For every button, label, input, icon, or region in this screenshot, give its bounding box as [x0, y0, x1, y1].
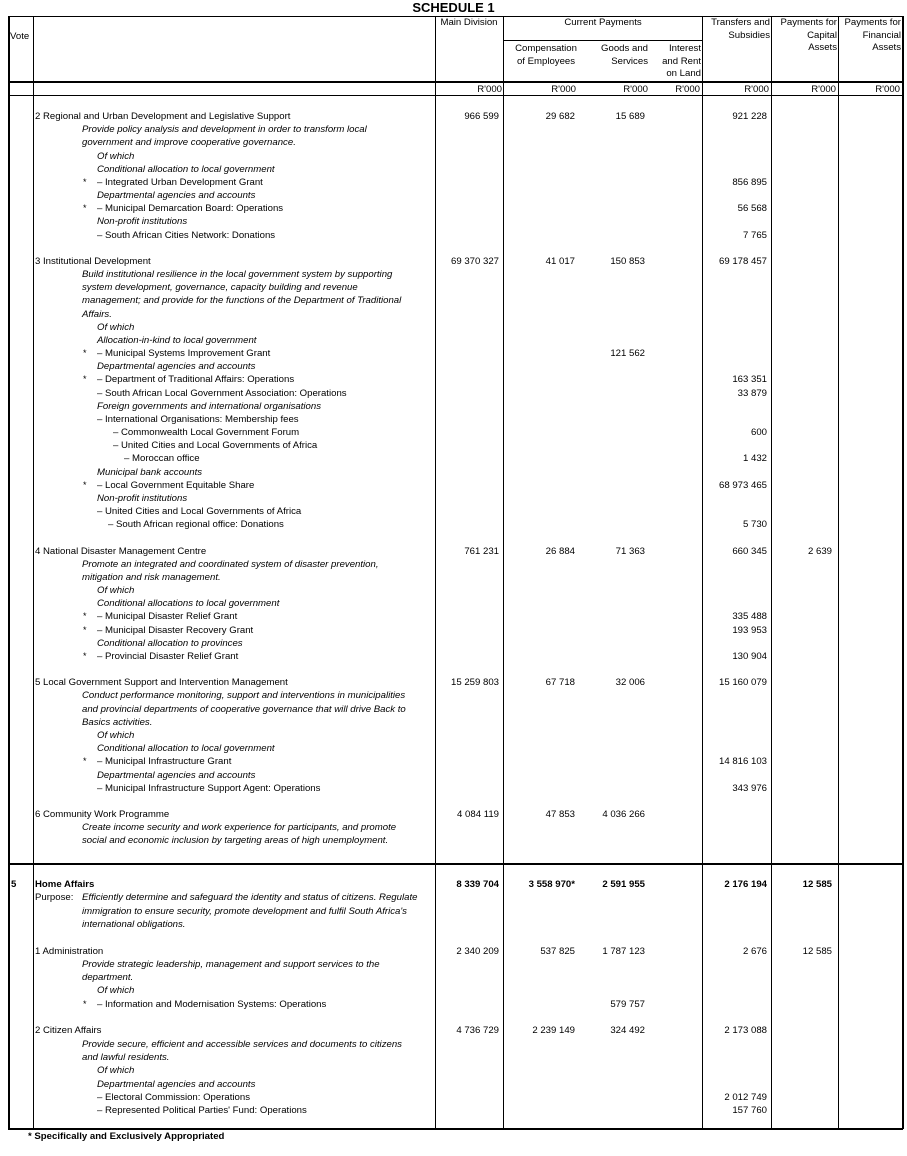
- line-item-text: mitigation and risk management.: [82, 571, 221, 583]
- line-item-text: Municipal bank accounts: [97, 466, 203, 478]
- line-item-text: Efficiently determine and safeguard the identity and status of citizens. Regulate: [82, 892, 418, 904]
- appropriated-marker: *: [83, 479, 87, 490]
- line-item-text: social and economic inclusion by targeting areas of high unemployment.: [82, 835, 389, 847]
- appropriated-marker: *: [83, 611, 87, 622]
- amount-transfers: 163 351: [732, 374, 767, 386]
- amount-goods: 4 036 266: [602, 809, 645, 820]
- col-line: [33, 16, 34, 1129]
- line-item-text: system development, governance, capacity building and revenue: [82, 282, 358, 294]
- line-item-text: Of which: [97, 1065, 135, 1077]
- line-item-text: Foreign governments and international organisations: [97, 400, 321, 412]
- amount-main: 8 339 704: [456, 879, 499, 890]
- header-financial-assets: Payments for Financial Assets: [844, 17, 901, 53]
- amount-transfers: 7 765: [742, 229, 767, 241]
- line-item-text: Departmental agencies and accounts: [97, 769, 256, 781]
- line-item-text: – Commonwealth Local Government Forum: [113, 427, 300, 439]
- header-compensation: Compensation of Employees: [515, 43, 577, 67]
- amount-transfers: 14 816 103: [718, 756, 767, 768]
- line-item-text: government and improve cooperative governance.: [82, 137, 296, 149]
- programme-title: 2 Citizen Affairs: [35, 1025, 102, 1037]
- unit-label: R'000: [744, 84, 769, 95]
- line-item-text: Non-profit institutions: [97, 216, 188, 228]
- col-line: [902, 16, 904, 1129]
- amount-transfers: 69 178 457: [718, 255, 767, 267]
- programme-title: Home Affairs: [35, 879, 95, 890]
- amount-comp: 537 825: [540, 945, 575, 957]
- line-item-text: – United Cities and Local Governments of Africa: [97, 506, 302, 518]
- line-item-text: Allocation-in-kind to local government: [97, 334, 257, 346]
- line-item-text: – Local Government Equitable Share: [97, 479, 255, 491]
- amount-transfers: 335 488: [732, 611, 767, 623]
- amount-capital: 12 585: [802, 879, 832, 890]
- programme-title: 3 Institutional Development: [35, 255, 151, 267]
- amount-transfers: 1 432: [742, 453, 767, 465]
- rule-vote-separator: [8, 863, 903, 865]
- header-goods-services: Goods and Services: [601, 43, 648, 67]
- line-item-text: – Municipal Infrastructure Grant: [97, 756, 232, 768]
- appropriated-marker: *: [83, 176, 87, 187]
- line-item-text: Provide secure, efficient and accessible services and documents to citizens: [82, 1038, 402, 1050]
- footnote: * Specifically and Exclusively Appropriated: [28, 1131, 225, 1142]
- programme-title: 2 Regional and Urban Development and Legislative Support: [35, 111, 291, 122]
- rule-top: [8, 16, 903, 17]
- amount-transfers: 921 228: [732, 111, 767, 122]
- amount-transfers: 343 976: [732, 782, 767, 794]
- amount-transfers: 15 160 079: [718, 677, 767, 689]
- amount-goods: 32 006: [615, 677, 645, 689]
- line-item-text: – Municipal Disaster Recovery Grant: [97, 624, 254, 636]
- header-transfers-subsidies: Transfers and Subsidies: [711, 17, 770, 41]
- line-item-text: department.: [82, 972, 134, 984]
- unit-label: R'000: [623, 84, 648, 95]
- line-item-text: – Electoral Commission: Operations: [97, 1091, 251, 1103]
- col-line: [838, 16, 839, 1129]
- col-line: [771, 16, 772, 1129]
- line-item-text: – Municipal Disaster Relief Grant: [97, 611, 238, 623]
- line-item-text: – South African Cities Network: Donations: [97, 229, 276, 241]
- unit-label: R'000: [675, 84, 700, 95]
- line-item-text: – Municipal Systems Improvement Grant: [97, 348, 271, 360]
- amount-goods: 15 689: [615, 111, 645, 122]
- amount-main: 4 736 729: [456, 1025, 499, 1037]
- amount-comp: 47 853: [545, 809, 575, 820]
- appropriated-marker: *: [83, 998, 87, 1009]
- line-item-text: Conditional allocations to local government: [97, 598, 280, 610]
- line-item-text: Conduct performance monitoring, support and interventions in municipalities: [82, 690, 406, 702]
- rule-unit-bottom: [8, 95, 903, 96]
- amount-main: 761 231: [464, 545, 499, 557]
- amount-goods: 579 757: [610, 998, 645, 1010]
- programme-title: 6 Community Work Programme: [35, 809, 170, 820]
- appropriated-marker: *: [83, 203, 87, 214]
- amount-comp: 2 239 149: [532, 1025, 575, 1037]
- line-item-text: Conditional allocation to provinces: [97, 637, 243, 649]
- amount-capital: 2 639: [807, 545, 832, 557]
- header-vote: Vote: [10, 31, 30, 42]
- amount-transfers: 193 953: [732, 624, 767, 636]
- amount-transfers: 157 760: [732, 1105, 767, 1117]
- line-item-text: Departmental agencies and accounts: [97, 1078, 256, 1090]
- page-title: SCHEDULE 1: [412, 0, 495, 15]
- amount-comp: 3 558 970*: [528, 879, 575, 890]
- line-item-text: Conditional allocation to local government: [97, 743, 275, 755]
- purpose-label: Purpose:: [35, 892, 74, 904]
- line-item-text: – Municipal Demarcation Board: Operations: [97, 203, 284, 215]
- amount-transfers: 68 973 465: [718, 479, 767, 491]
- line-item-text: Affairs.: [82, 308, 112, 320]
- line-item-text: Of which: [97, 150, 135, 162]
- amount-goods: 121 562: [610, 348, 645, 360]
- amount-main: 15 259 803: [450, 677, 499, 689]
- line-item-text: – Represented Political Parties' Fund: Operations: [97, 1105, 307, 1117]
- line-item-text: Of which: [97, 585, 135, 597]
- amount-goods: 150 853: [610, 255, 645, 267]
- programme-title: 5 Local Government Support and Intervention Management: [35, 677, 288, 689]
- header-main-division: Main Division: [440, 17, 498, 28]
- line-item-text: Build institutional resilience in the local government system by supporting: [82, 269, 393, 281]
- amount-main: 966 599: [464, 111, 499, 122]
- amount-comp: 41 017: [545, 255, 575, 267]
- line-item-text: – Moroccan office: [124, 453, 200, 465]
- appropriated-marker: *: [83, 374, 87, 385]
- appropriated-marker: *: [83, 650, 87, 661]
- line-item-text: – Information and Modernisation Systems: Operations: [97, 998, 327, 1010]
- line-item-text: Create income security and work experience for participants, and promote: [82, 822, 397, 834]
- amount-comp: 67 718: [545, 677, 575, 689]
- header-current-payments: Current Payments: [564, 17, 642, 28]
- amount-goods: 324 492: [610, 1025, 645, 1037]
- amount-goods: 2 591 955: [602, 879, 645, 890]
- header-interest-rent: Interest and Rent on Land: [662, 43, 701, 79]
- amount-comp: 29 682: [545, 111, 575, 122]
- line-item-text: Non-profit institutions: [97, 492, 188, 504]
- amount-transfers: 5 730: [742, 519, 767, 531]
- amount-main: 69 370 327: [450, 255, 499, 267]
- appropriated-marker: *: [83, 756, 87, 767]
- line-item-text: – International Organisations: Membership fees: [97, 413, 299, 425]
- line-item-text: – South African Local Government Association: Operations: [97, 387, 347, 399]
- header-capital-assets: Payments for Capital Assets: [780, 17, 837, 53]
- amount-transfers: 2 176 194: [724, 879, 767, 890]
- line-item-text: Departmental agencies and accounts: [97, 190, 256, 202]
- unit-label: R'000: [811, 84, 836, 95]
- line-item-text: Promote an integrated and coordinated system of disaster prevention,: [82, 558, 379, 570]
- line-item-text: Provide strategic leadership, management and support services to the: [82, 958, 380, 970]
- amount-transfers: 130 904: [732, 650, 767, 662]
- line-item-text: – Integrated Urban Development Grant: [97, 176, 263, 188]
- amount-transfers: 33 879: [737, 387, 767, 399]
- rule-current-payments: [504, 40, 702, 41]
- vote-number: 5: [11, 879, 17, 890]
- programme-title: 4 National Disaster Management Centre: [35, 545, 207, 557]
- unit-label: R'000: [477, 84, 502, 95]
- line-item-text: Basics activities.: [82, 716, 153, 728]
- unit-label: R'000: [551, 84, 576, 95]
- line-item-text: management; and provide for the functions of the Department of Traditional: [82, 295, 402, 307]
- line-item-text: Provide policy analysis and development in order to transform local: [82, 124, 367, 136]
- col-line: [435, 16, 436, 1129]
- line-item-text: and provincial departments of cooperative governance that will drive Back to: [82, 703, 406, 715]
- rule-bottom: [8, 1128, 903, 1130]
- amount-main: 4 084 119: [457, 809, 499, 820]
- amount-main: 2 340 209: [456, 945, 499, 957]
- programme-title: 1 Administration: [35, 945, 104, 957]
- line-item-text: – Department of Traditional Affairs: Operations: [97, 374, 295, 386]
- amount-transfers: 2 676: [742, 945, 767, 957]
- col-line: [503, 16, 504, 1129]
- amount-capital: 12 585: [802, 945, 832, 957]
- appropriated-marker: *: [83, 624, 87, 635]
- appropriated-marker: *: [83, 348, 87, 359]
- line-item-text: Of which: [97, 321, 135, 333]
- amount-comp: 26 884: [545, 545, 575, 557]
- line-item-text: immigration to ensure security, promote development and fulfil South Africa's: [82, 905, 407, 917]
- line-item-text: – United Cities and Local Governments of Africa: [113, 440, 318, 452]
- line-item-text: Of which: [97, 729, 135, 741]
- line-item-text: and lawful residents.: [82, 1051, 170, 1063]
- amount-transfers: 600: [750, 427, 767, 439]
- amount-goods: 71 363: [615, 545, 645, 557]
- line-item-text: – Municipal Infrastructure Support Agent: Operations: [97, 782, 321, 794]
- amount-transfers: 856 895: [732, 176, 767, 188]
- amount-transfers: 56 568: [737, 203, 767, 215]
- line-item-text: international obligations.: [82, 918, 186, 930]
- line-item-text: Conditional allocation to local government: [97, 163, 275, 175]
- line-item-text: Of which: [97, 985, 135, 997]
- line-item-text: Departmental agencies and accounts: [97, 361, 256, 373]
- col-line: [8, 16, 10, 1129]
- line-item-text: – Provincial Disaster Relief Grant: [97, 650, 239, 662]
- amount-transfers: 2 012 749: [724, 1091, 767, 1103]
- line-item-text: – South African regional office: Donations: [108, 519, 284, 531]
- rule-header-bottom: [8, 81, 903, 83]
- amount-goods: 1 787 123: [602, 945, 645, 957]
- amount-transfers: 660 345: [732, 545, 767, 557]
- amount-transfers: 2 173 088: [724, 1025, 767, 1037]
- unit-label: R'000: [875, 84, 900, 95]
